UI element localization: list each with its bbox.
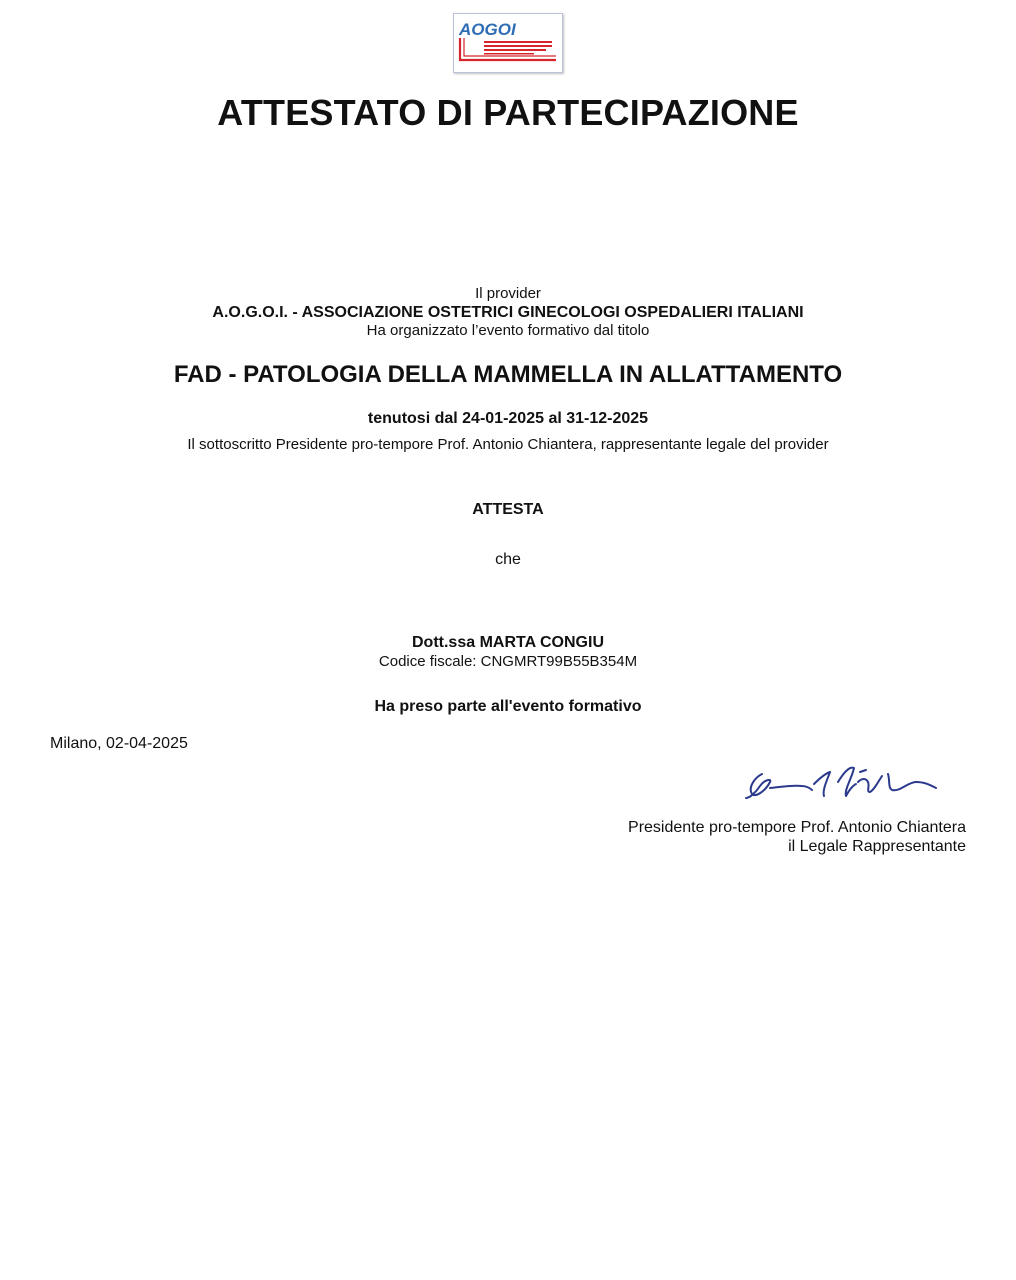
president-name: Presidente pro-tempore Prof. Antonio Chiantera xyxy=(628,819,966,836)
provider-name: A.O.G.O.I. - ASSOCIAZIONE OSTETRICI GINECOLOGI OSPEDALIERI ITALIANI xyxy=(212,304,804,321)
signature-image xyxy=(740,760,950,810)
logo-wordmark: AOGOI xyxy=(459,20,516,39)
attesta-heading: ATTESTA xyxy=(472,501,544,518)
handwritten-signature xyxy=(740,760,950,810)
document-title: ATTESTATO DI PARTECIPAZIONE xyxy=(217,92,799,133)
signatory-statement: Il sottoscritto Presidente pro-tempore Prof. Antonio Chiantera, rappresentante legale del provider xyxy=(187,436,829,453)
legal-representative-label: il Legale Rappresentante xyxy=(788,838,966,855)
event-dates: tenutosi dal 24-01-2025 al 31-12-2025 xyxy=(367,410,649,427)
che-text: che xyxy=(495,551,521,568)
organized-text: Ha organizzato l’evento formativo dal titolo xyxy=(366,322,650,339)
provider-label: Il provider xyxy=(475,285,541,302)
participant-tax-code: Codice fiscale: CNGMRT99B55B354M xyxy=(378,653,638,670)
participant-name: Dott.ssa MARTA CONGIU xyxy=(412,634,604,651)
participation-statement: Ha preso parte all'evento formativo xyxy=(374,698,642,715)
aogoi-logo xyxy=(453,13,563,73)
event-title: FAD - PATOLOGIA DELLA MAMMELLA IN ALLATTAMENTO xyxy=(173,361,843,388)
place-date: Milano, 02-04-2025 xyxy=(50,735,188,752)
aogoi-logo-graphic xyxy=(454,14,562,72)
